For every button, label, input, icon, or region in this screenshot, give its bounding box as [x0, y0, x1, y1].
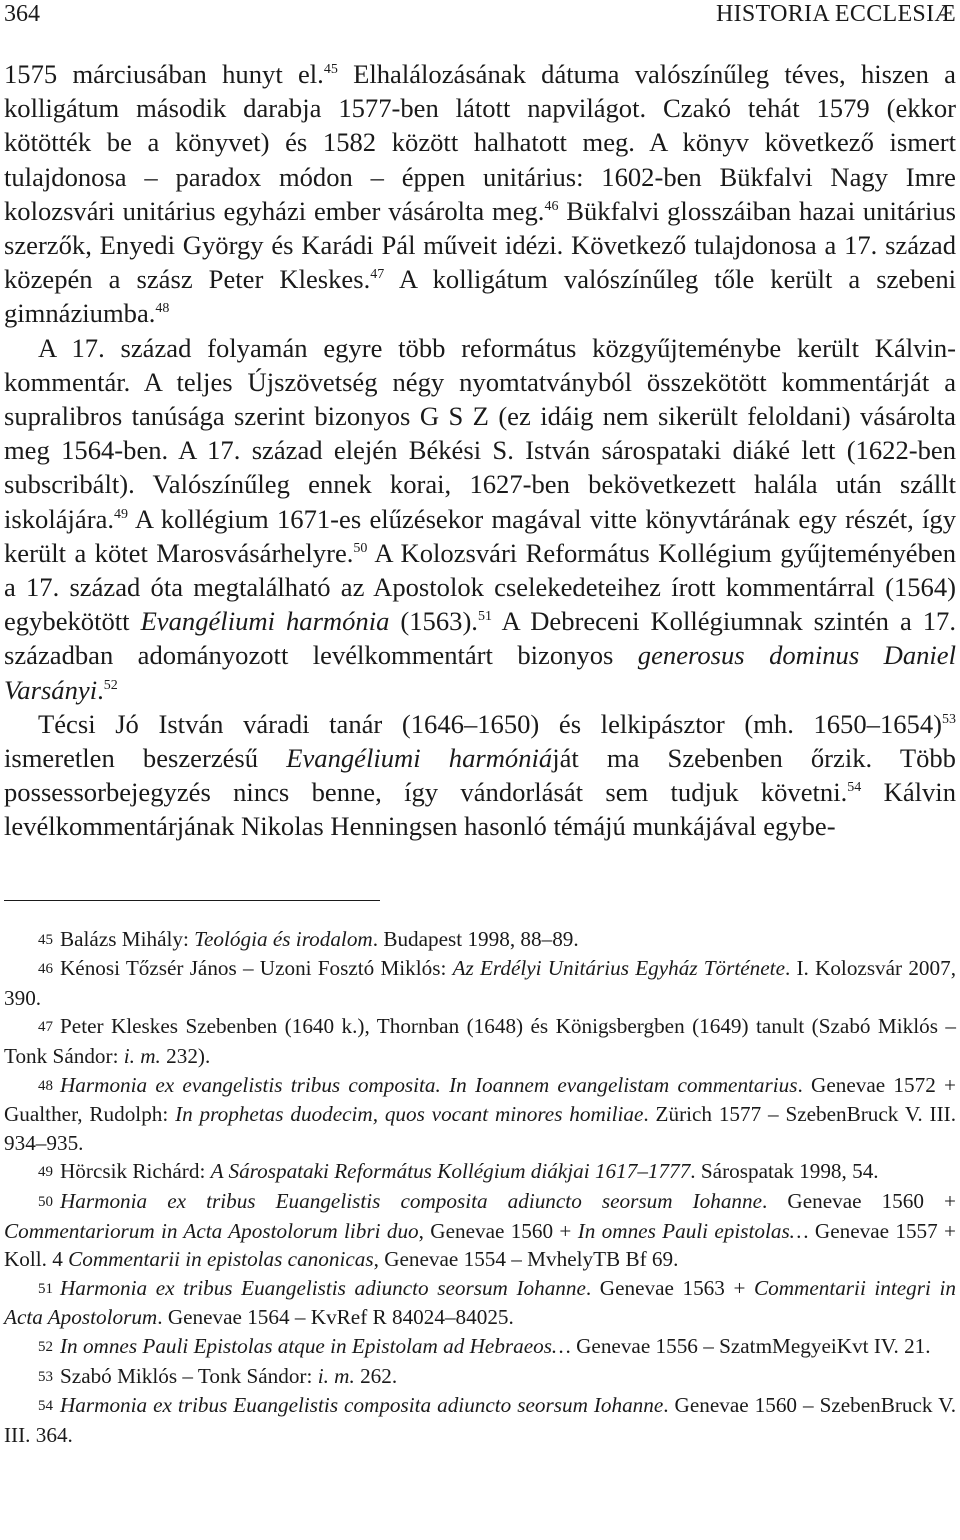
italic-title: A Sárospataki Református Kollégium diákjai 1617–1777: [210, 1159, 691, 1184]
text-run: ját ma Szebenben őrzik. Több possessorbejegyzés nincs benne, így vándorlását sem tudjuk követni.: [4, 743, 956, 808]
footnote-number: 47: [38, 1019, 53, 1036]
footnote-ref-48[interactable]: 48: [155, 301, 170, 317]
italic-abbrev: i. m.: [123, 1044, 161, 1069]
main-text: [4, 57, 956, 844]
running-header: [4, 0, 956, 40]
footnote-49: [4, 1157, 956, 1187]
footnote-ref-54[interactable]: 54: [847, 780, 862, 796]
footnote-46: [4, 954, 956, 1012]
italic-title: Teológia és irodalom: [194, 926, 373, 951]
italic-title: In omnes Pauli epistolas…: [577, 1218, 809, 1243]
italic-title: Commentarii integri in Acta Apostolorum: [4, 1275, 956, 1330]
footnote-48: [4, 1071, 956, 1158]
italic-title: Harmonia ex tribus Euangelistis composita adiuncto seorsum Iohanne: [60, 1189, 763, 1214]
text-run: . Genevae 1564 – KvRef R 84024–84025.: [157, 1305, 514, 1330]
footnote-51: [4, 1274, 956, 1332]
footnote-52: [4, 1332, 956, 1362]
text-run: Genevae 1557 + Koll. 4: [4, 1218, 957, 1272]
text-run: Técsi Jó István váradi tanár (1646–1650) és lelkipásztor (mh. 1650–1654): [38, 708, 942, 739]
text-run: . Genevae 1560 +: [762, 1189, 956, 1214]
page-number: 364: [4, 1, 40, 27]
text-run: Balázs Mihály:: [60, 926, 195, 951]
text-run: . Genevae 1563 +: [585, 1275, 754, 1300]
footnote-ref-51[interactable]: 51: [477, 609, 492, 625]
text-run: .: [97, 674, 104, 705]
italic-title: Az Erdélyi Unitárius Egyház Története: [452, 956, 785, 981]
text-run: A kollégium 1671-es elűzésekor magával vitte könyvtárának egy részét, így került a kötet Marosvásárhelyre.: [4, 503, 956, 568]
footnote-ref-52[interactable]: 52: [103, 677, 118, 693]
text-run: A Kolozsvári Református Kollégium gyűjteményében a 17. század óta megtalálható az Apostolok cselekedeteihez írott kommentárral (1564) egybekötött: [4, 537, 957, 637]
italic-abbrev: i. m.: [317, 1363, 355, 1388]
paragraph-1: [4, 57, 956, 331]
italic-title: Harmonia ex tribus Euangelistis composita adiuncto seorsum Iohanne: [60, 1393, 664, 1418]
text-run: Hörcsik Richárd:: [60, 1159, 211, 1184]
italic-title: In prophetas duodecim, quos vocant minores homiliae: [175, 1102, 644, 1127]
text-run: . Sárospatak 1998, 54.: [690, 1159, 879, 1184]
footnote-separator: [4, 900, 380, 901]
footnote-53: [4, 1362, 956, 1392]
text-run: . I. Kolozsvár 2007, 390.: [4, 956, 956, 1010]
text-run: 232).: [160, 1044, 211, 1069]
paragraph-2: [4, 331, 956, 707]
footnote-45: [4, 925, 956, 955]
text-run: Bükfalvi glosszáiban hazai unitárius szerzők, Enyedi György és Karádi Pál műveit idézi. Következő tulajdonosa a 17. század közepén a szász Peter Kleskes.: [4, 195, 956, 295]
text-run: . Genevae 1572 + Gualther, Rudolph:: [4, 1072, 957, 1127]
footnote-54: [4, 1391, 956, 1449]
italic-title: Evangéliumi harmónia: [140, 606, 390, 637]
footnotes: [4, 925, 956, 1450]
text-run: ismeretlen beszerzésű: [4, 743, 287, 774]
footnote-ref-46[interactable]: 46: [544, 198, 559, 214]
footnote-number: 49: [38, 1164, 53, 1181]
footnote-ref-45[interactable]: 45: [323, 62, 338, 77]
footnote-ref-47[interactable]: 47: [370, 267, 385, 283]
footnote-ref-49[interactable]: 49: [114, 506, 129, 522]
italic-title: Harmonia ex tribus Euangelistis adiuncto seorsum Iohanne: [60, 1275, 586, 1300]
footnote-number: 45: [38, 931, 53, 948]
footnote-number: 46: [38, 961, 53, 978]
footnote-number: 52: [38, 1338, 53, 1355]
italic-title: Harmonia ex evangelistis tribus composita. In Ioannem evangelistam commentarius: [60, 1072, 798, 1097]
text-run: (1563).: [389, 606, 478, 637]
text-run: 1575 márciusában hunyt el.: [4, 59, 324, 89]
text-run: Peter Kleskes Szebenben (1640 k.), Thornban (1648) és Königsbergben (1649) tanult (Szabó Miklós – Tonk Sándor:: [4, 1014, 956, 1069]
text-run: A 17. század folyamán egyre több református közgyűjteménybe került Kálvin-kommentár. A teljes Újszövetség négy nyomtatványból összekötött kommentárját a supralibros tanúsága szerint bizonyos G S Z (ez idáig nem sikerült feloldani) vásárolta meg 1564-ben. A 17. század elején Békési S. István sárospataki diáké lett (1622-ben subscribált). Valószínűleg ennek korai, 1627-ben bekövetkezett halála után szállt iskolájára.: [4, 332, 956, 534]
footnote-number: 51: [38, 1280, 53, 1297]
text-run: A Debreceni Kollégiumnak szintén a 17. században adományozott levélkommentárt bizonyos: [4, 606, 956, 671]
italic-title: Commentariorum in Acta Apostolorum libri duo: [4, 1218, 419, 1243]
footnote-number: 54: [38, 1398, 53, 1415]
text-run: , Genevae 1554 – MvhelyTB Bf 69.: [373, 1247, 679, 1272]
text-run: . Zürich 1577 – SzebenBruck V. III. 934–935.: [4, 1102, 956, 1155]
text-run: Kénosi Tőzsér János – Uzoni Fosztó Miklós:: [60, 956, 453, 981]
italic-title: In omnes Pauli Epistolas atque in Epistolam ad Hebraeos…: [60, 1333, 571, 1358]
italic-title: Commentarii in epistolas canonicas: [68, 1247, 374, 1272]
footnote-ref-53[interactable]: 53: [942, 711, 956, 727]
text-run: . Budapest 1998, 88–89.: [372, 926, 579, 951]
text-run: A kolligátum valószínűleg tőle került a szebeni gimnáziumba.: [4, 264, 957, 329]
text-run: 262.: [354, 1363, 398, 1388]
text-run: Szabó Miklós – Tonk Sándor:: [60, 1363, 318, 1388]
footnote-50: [4, 1187, 956, 1274]
paragraph-3: [4, 707, 956, 844]
footnote-ref-50[interactable]: 50: [353, 540, 368, 556]
journal-title: HISTORIA ECCLESIÆ: [715, 1, 956, 27]
footnote-47: [4, 1012, 956, 1070]
italic-name: generosus dominus Daniel Varsányi: [4, 640, 956, 705]
footnote-number: 48: [38, 1077, 53, 1094]
text-run: Genevae 1556 – SzatmMegyeiKvt IV. 21.: [570, 1333, 931, 1358]
footnote-number: 53: [38, 1368, 53, 1385]
text-run: , Genevae 1560 +: [418, 1218, 578, 1243]
footnote-number: 50: [38, 1194, 53, 1211]
italic-title: Evangéliumi harmóniá: [286, 743, 553, 774]
text-run: Kálvin levélkommentárjának Nikolas Henningsen hasonló témájú munkájával egybe-: [4, 777, 956, 842]
text-run: . Genevae 1560 – SzebenBruck V. III. 364.: [4, 1393, 956, 1447]
text-run: Elhalálozásának dátuma valószínűleg téves, hiszen a kolligátum második darabja 1577-ben látott napvilágot. Czakó tehát 1579 (ekkor kötötték be a könyvet) és 1582 között halhatott meg. A könyv következő ismert tulajdonosa – paradox módon – éppen unitárius: 1602-ben Bükfalvi Nagy Imre kolozsvári unitárius egyházi ember vásárolta meg.: [4, 59, 956, 226]
